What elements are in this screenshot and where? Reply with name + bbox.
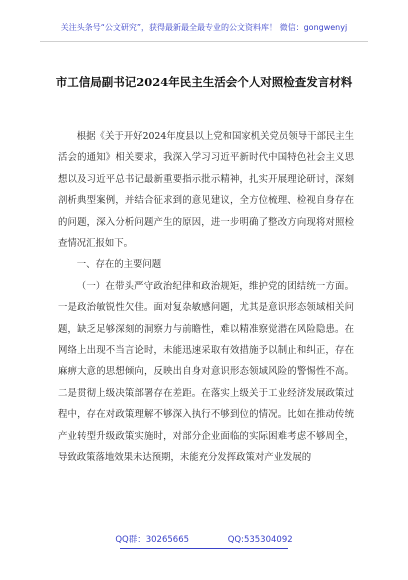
document-body xyxy=(58,126,354,469)
footer-qq-group: QQ群：30265665 xyxy=(115,535,190,545)
footer-contact xyxy=(0,533,408,545)
document-title: 市工信局副书记2024年民主生活会个人对照检查发言材料 xyxy=(55,75,353,89)
footer-underline xyxy=(120,548,288,549)
header-divider xyxy=(40,41,368,42)
section-heading: 一、存在的主要问题 xyxy=(76,259,162,271)
section-paragraph: （一）在带头严守政治纪律和政治规矩，维护党的团结统一方面。一是政治敏锐性欠佳。面对复杂敏感问题，尤其是意识形态领域相关问题，缺乏足够深刻的洞察力与前瞻性，难以精准察觉潜在风险隐患。在网络上出现不当言论时，未能迅速采取有效措施予以制止和纠正，存在麻痹大意的思想倾向，反映出自身对意识形态领域风险的警惕性不高。二是贯彻上级决策部署存在差距。在落实上级关于工业经济发展政策过程中，存在对政策理解不够深入执行不够到位的情况。比如在推动传统产业转型升级政策实施时，对部分企业面临的实际困难考虑不够周全，导致政策落地效果未达预期，未能充分发挥政策对产业发展的 xyxy=(58,280,354,464)
footer-qq: QQ:535304092 xyxy=(227,535,293,545)
header-banner: 关注头条号“公文研究”，获得最新最全最专业的公文资料库！ 微信：gongwenyj xyxy=(60,23,348,32)
intro-paragraph: 根据《关于开好2024年度县以上党和国家机关党员领导干部民主生活会的通知》相关要求，我深入学习习近平新时代中国特色社会主义思想以及习近平总书记最新重要指示批示精神，扎实开展理论研讨，深刻剖析典型案例，并结合征求到的意见建议，全方位梳理、检视自身存在的问题，深入分析问题产生的原因，进一步明确了整改方向现将对照检查情况汇报如下。 xyxy=(58,131,354,250)
